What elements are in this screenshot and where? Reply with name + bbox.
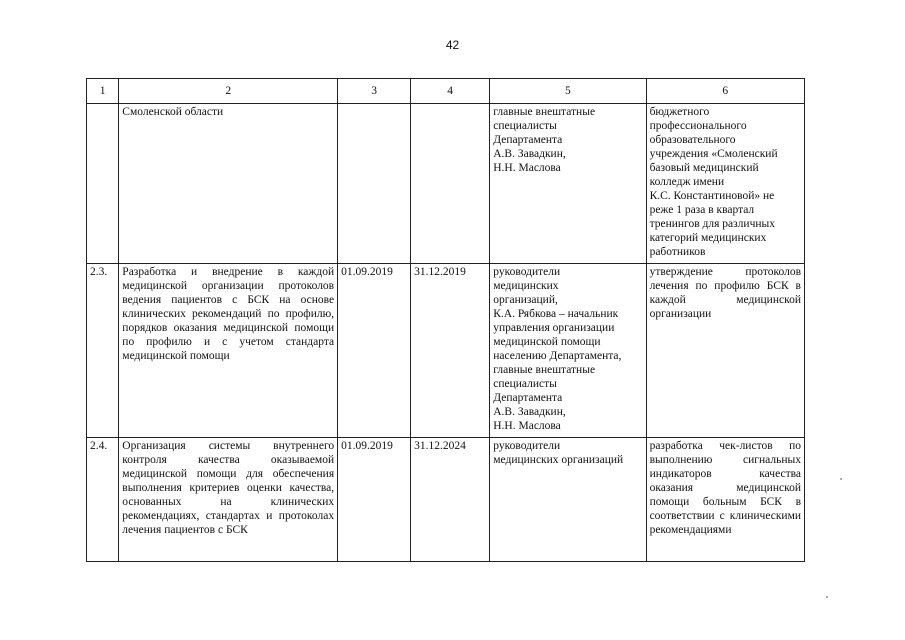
row-activity: Смоленской области xyxy=(119,104,338,264)
row-start-date: 01.09.2019 xyxy=(338,264,411,438)
header-col-responsible: 5 xyxy=(490,79,646,104)
row-result: бюджетного профессионального образовательного учреждения «Смоленский базовый медицинский колледж имени К.С. Константиновой» не реже 1 раза в квартал тренингов для различных категорий медицинских работников xyxy=(646,104,804,264)
row-number: 2.3. xyxy=(87,264,119,438)
header-col-result: 6 xyxy=(646,79,804,104)
table-row xyxy=(87,438,805,562)
row-responsible: руководители медицинских организаций xyxy=(490,438,646,562)
row-start-date: 01.09.2019 xyxy=(338,438,411,562)
row-responsible: главные внештатные специалисты Департамента А.В. Завадкин, Н.Н. Маслова xyxy=(490,104,646,264)
row-number: 2.4. xyxy=(87,438,119,562)
row-number xyxy=(87,104,119,264)
row-activity: Разработка и внедрение в каждой медицинской организации протоколов ведения пациентов с БСК на основе клинических рекомендаций по профилю, порядков оказания медицинской помощи по профилю и с учетом стандарта медицинской помощи xyxy=(119,264,338,438)
scan-speck xyxy=(840,478,842,480)
row-activity: Организация системы внутреннего контроля качества оказываемой медицинской помощи для обеспечения выполнения критериев оценки качества, основанных на клинических рекомендациях, стандартах и протоколах лечения пациентов с БСК xyxy=(119,438,338,562)
header-col-activity: 2 xyxy=(119,79,338,104)
scan-speck xyxy=(826,596,828,598)
row-result: разработка чек-листов по выполнению сигнальных индикаторов качества оказания медицинской помощи больным БСК в соответствии с клиническими рекомендациями xyxy=(646,438,804,562)
header-col-end: 4 xyxy=(411,79,490,104)
row-end-date: 31.12.2019 xyxy=(411,264,490,438)
table-header-row xyxy=(87,79,805,104)
row-responsible: руководители медицинских организаций, К.А. Рябкова – начальник управления организации медицинской помощи населению Департамента, главные внештатные специалисты Департамента А.В. Завадкин, Н.Н. Маслова xyxy=(490,264,646,438)
page-number: 42 xyxy=(445,38,460,52)
row-start-date xyxy=(338,104,411,264)
header-col-start: 3 xyxy=(338,79,411,104)
activity-plan-table xyxy=(86,78,805,562)
table-row xyxy=(87,104,805,264)
header-col-number: 1 xyxy=(87,79,119,104)
table-row xyxy=(87,264,805,438)
row-end-date: 31.12.2024 xyxy=(411,438,490,562)
row-result: утверждение протоколов лечения по профилю БСК в каждой медицинской организации xyxy=(646,264,804,438)
row-end-date xyxy=(411,104,490,264)
